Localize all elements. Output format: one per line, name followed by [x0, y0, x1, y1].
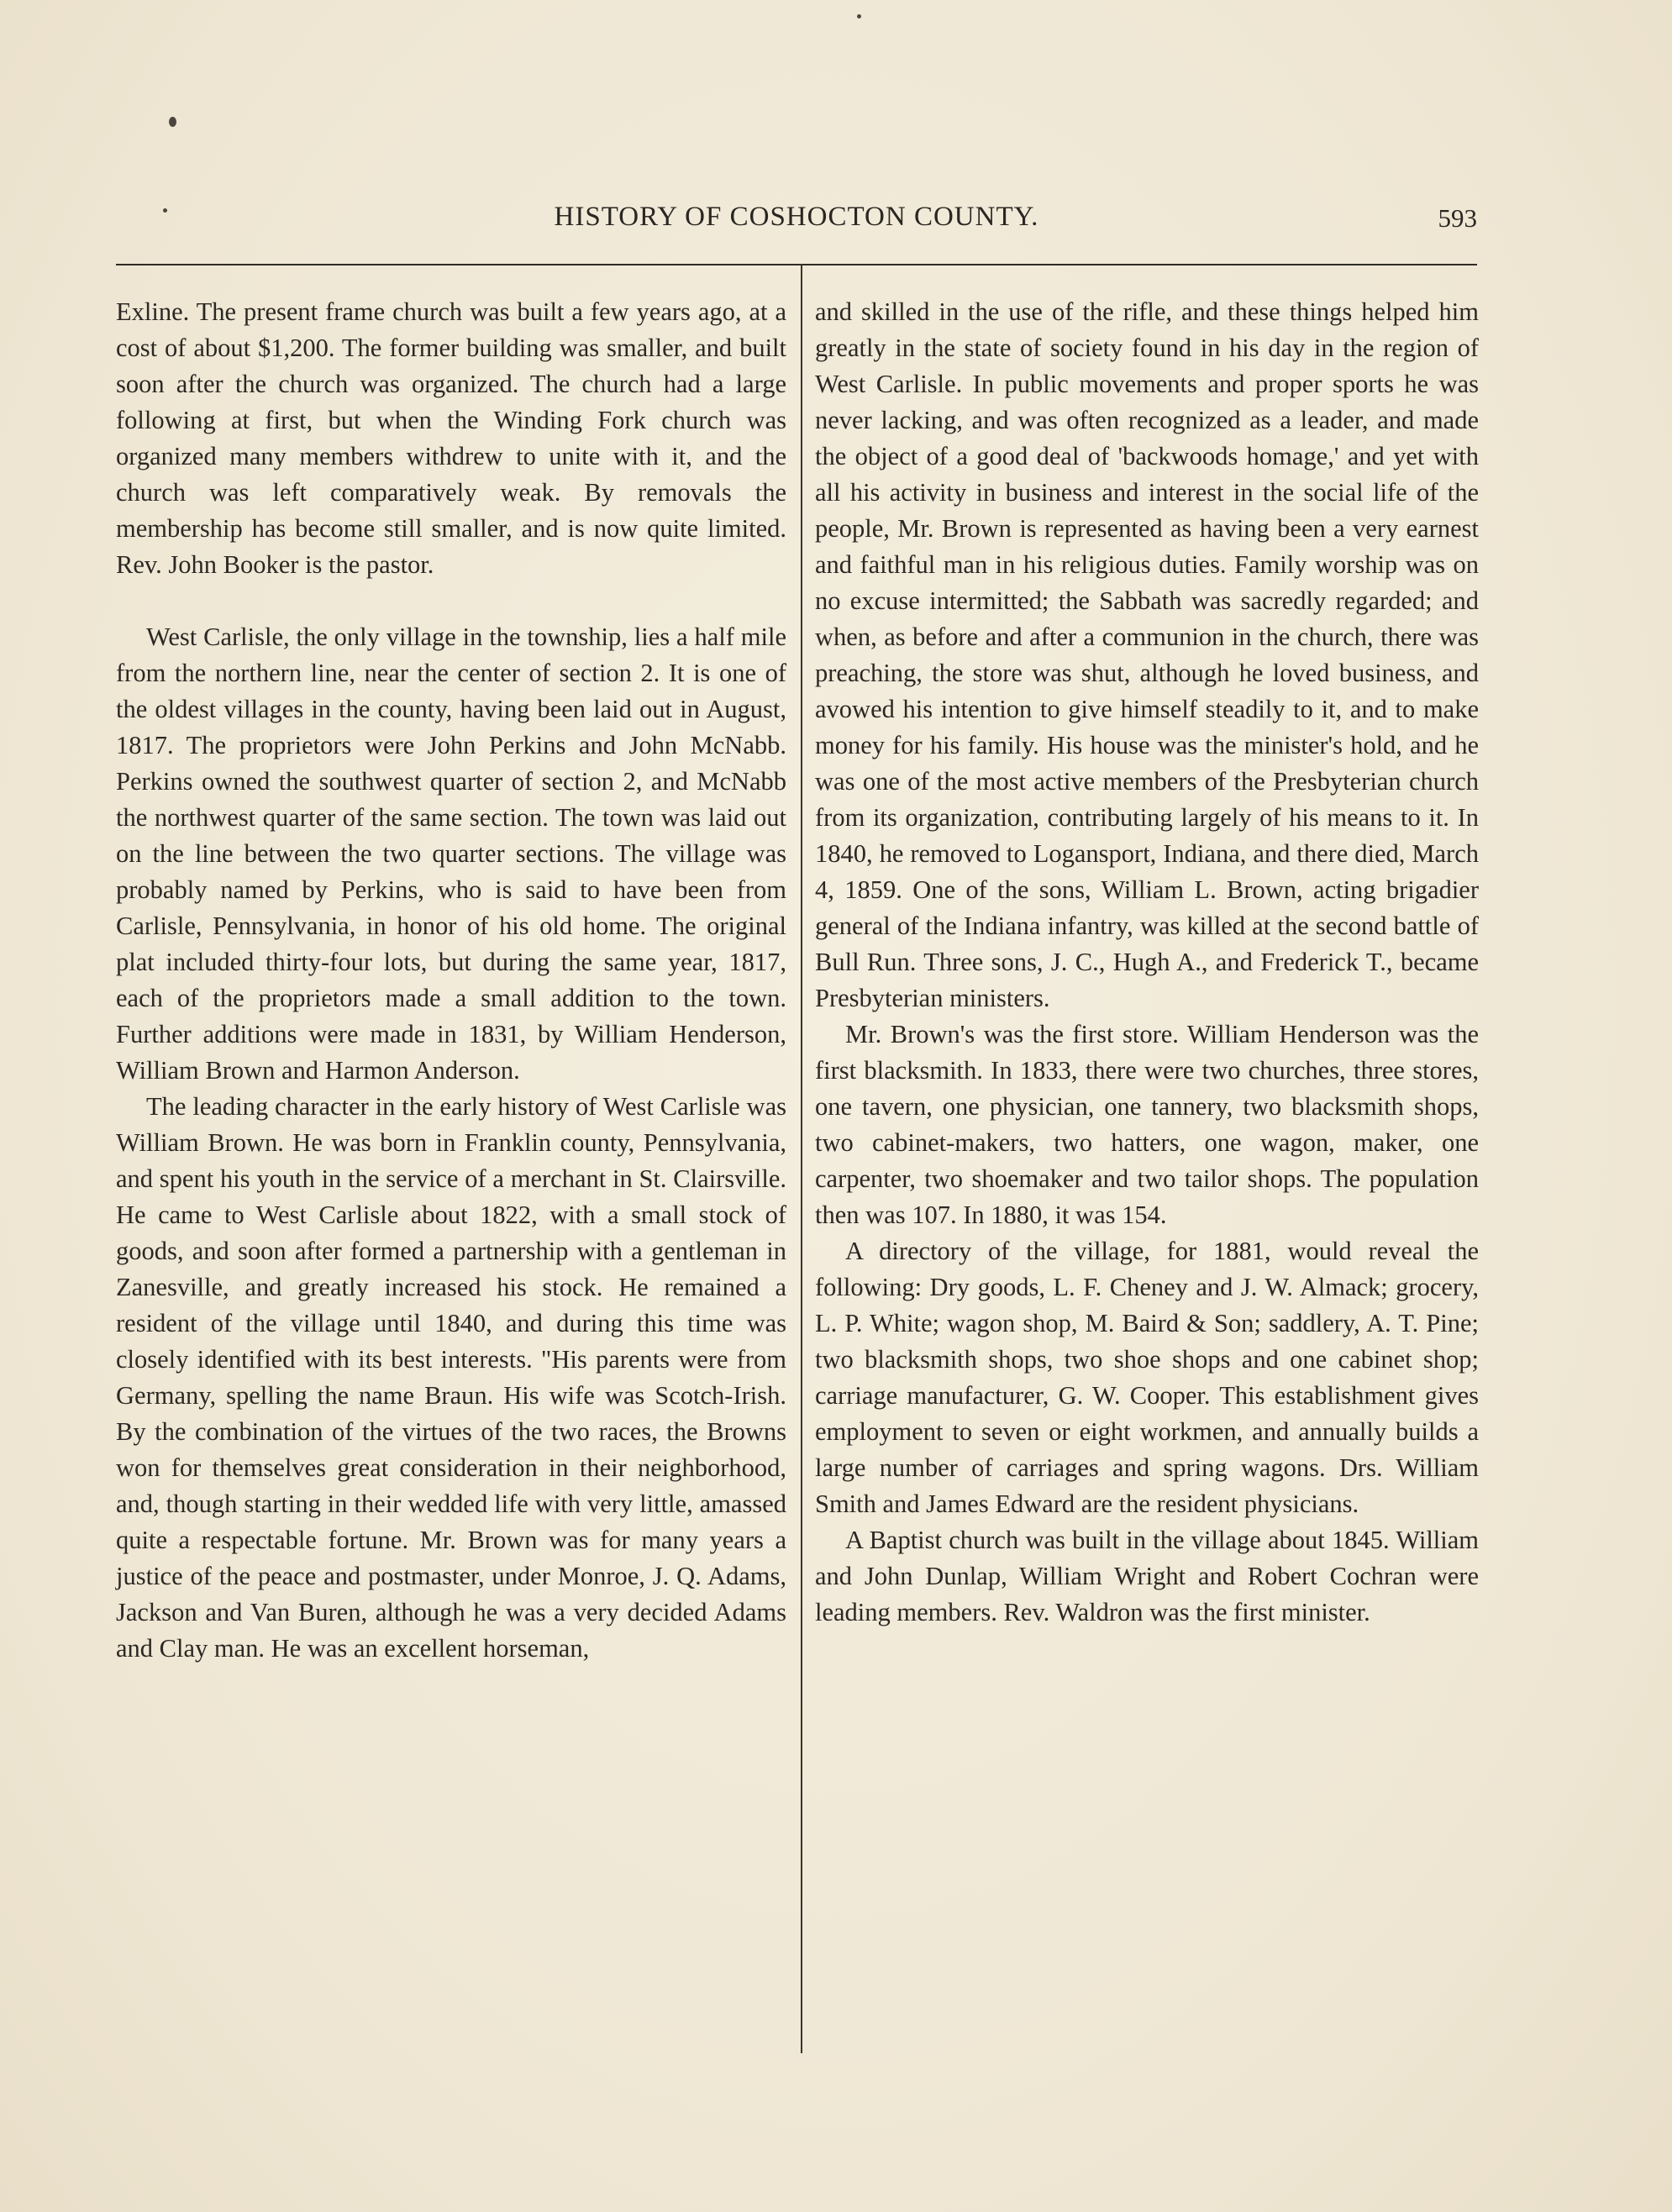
ink-speck — [169, 117, 176, 127]
column-divider — [801, 264, 802, 2053]
paragraph: A Baptist church was built in the village about 1845. William and John Dunlap, William Wright and Robert Cochran were leading members. Rev. Waldron was the first minister. — [815, 1526, 1479, 1626]
paragraph: and skilled in the use of the rifle, and these things helped him greatly in the state of society found in his day in the region of West Carlisle. In public movements and proper sports he was never lacking, and was often recognized as a leader, and made the object of a good deal of 'backwoods homage,' and yet with all his activity in business and interest in the social life of the people, Mr. Brown is represented as having been a very earnest and faithful man in his religious duties. Family worship was on no excuse intermitted; the Sabbath was sacredly regarded; and when, as before and after a communion in the church, there was preaching, the store was shut, although he loved business, and avowed his intention to give himself steadily to it, and to make money for his family. His house was the minister's hold, and he was one of the most active members of the Presbyterian church from its organization, contributing largely of his means to it. In 1840, he removed to Logansport, Indiana, and there died, March 4, 1859. One of the sons, William L. Brown, acting brigadier general of the Indiana infantry, was killed at the second battle of Bull Run. Three sons, J. C., Hugh A., and Frederick T., became Presbyterian ministers. — [815, 297, 1479, 1012]
paragraph: West Carlisle, the only village in the township, lies a half mile from the northern line, near the center of section 2. It is one of the oldest villages in the county, having been laid out in August, 1817. The proprietors were John Perkins and John McNabb. Perkins owned the southwest quarter of section 2, and McNabb the northwest quarter of the same section. The town was laid out on the line between the two quarter sections. The village was probably named by Perkins, who is said to have been from Carlisle, Pennsylvania, in honor of his old home. The original plat included thirty-four lots, but during the same year, 1817, each of the proprietors made a small addition to the town. Further additions were made in 1831, by William Henderson, William Brown and Harmon Anderson. — [116, 623, 786, 1085]
running-head: HISTORY OF COSHOCTON COUNTY. — [554, 202, 1039, 232]
page-number: 593 — [1438, 203, 1477, 233]
paragraph: Mr. Brown's was the first store. William Henderson was the first blacksmith. In 1833, there were two churches, three stores, one tavern, one physician, one tannery, two blacksmith shops, two cabinet-makers, two hatters, one wagon, maker, one carpenter, two shoemaker and two tailor shops. The population then was 107. In 1880, it was 154. — [815, 1020, 1479, 1229]
paragraph: Exline. The present frame church was built a few years ago, at a cost of about $1,200. The former building was smaller, and built soon after the church was organized. The church had a large following at first, but when the Winding Fork church was organized many members withdrew to unite with it, and the church was left comparatively weak. By removals the membership has become still smaller, and is now quite limited. Rev. John Booker is the pastor. — [116, 297, 786, 579]
page-header — [116, 202, 1477, 252]
header-rule — [116, 264, 1477, 265]
ink-speck — [857, 14, 861, 18]
left-column — [116, 294, 786, 1667]
right-column — [815, 294, 1479, 1631]
paragraph: The leading character in the early history of West Carlisle was William Brown. He was born in Franklin county, Pennsylvania, and spent his youth in the service of a merchant in St. Clairsville. He came to West Carlisle about 1822, with a small stock of goods, and soon after formed a partnership with a gentleman in Zanesville, and greatly increased his stock. He remained a resident of the village until 1840, and during this time was closely identified with its best interests. "His parents were from Germany, spelling the name Braun. His wife was Scotch-Irish. By the combination of the virtues of the two races, the Browns won for themselves great consideration in their neighborhood, and, though starting in their wedded life with very little, amassed quite a respectable fortune. Mr. Brown was for many years a justice of the peace and postmaster, under Monroe, J. Q. Adams, Jackson and Van Buren, although he was a very decided Adams and Clay man. He was an excellent horseman, — [116, 1092, 786, 1663]
paragraph: A directory of the village, for 1881, would reveal the following: Dry goods, L. F. Cheney and J. W. Almack; grocery, L. P. White; wagon shop, M. Baird & Son; saddlery, A. T. Pine; two blacksmith shops, two shoe shops and one cabinet shop; carriage manufacturer, G. W. Cooper. This establishment gives employment to seven or eight workmen, and annually builds a large number of carriages and spring wagons. Drs. William Smith and James Edward are the resident physicians. — [815, 1237, 1479, 1518]
